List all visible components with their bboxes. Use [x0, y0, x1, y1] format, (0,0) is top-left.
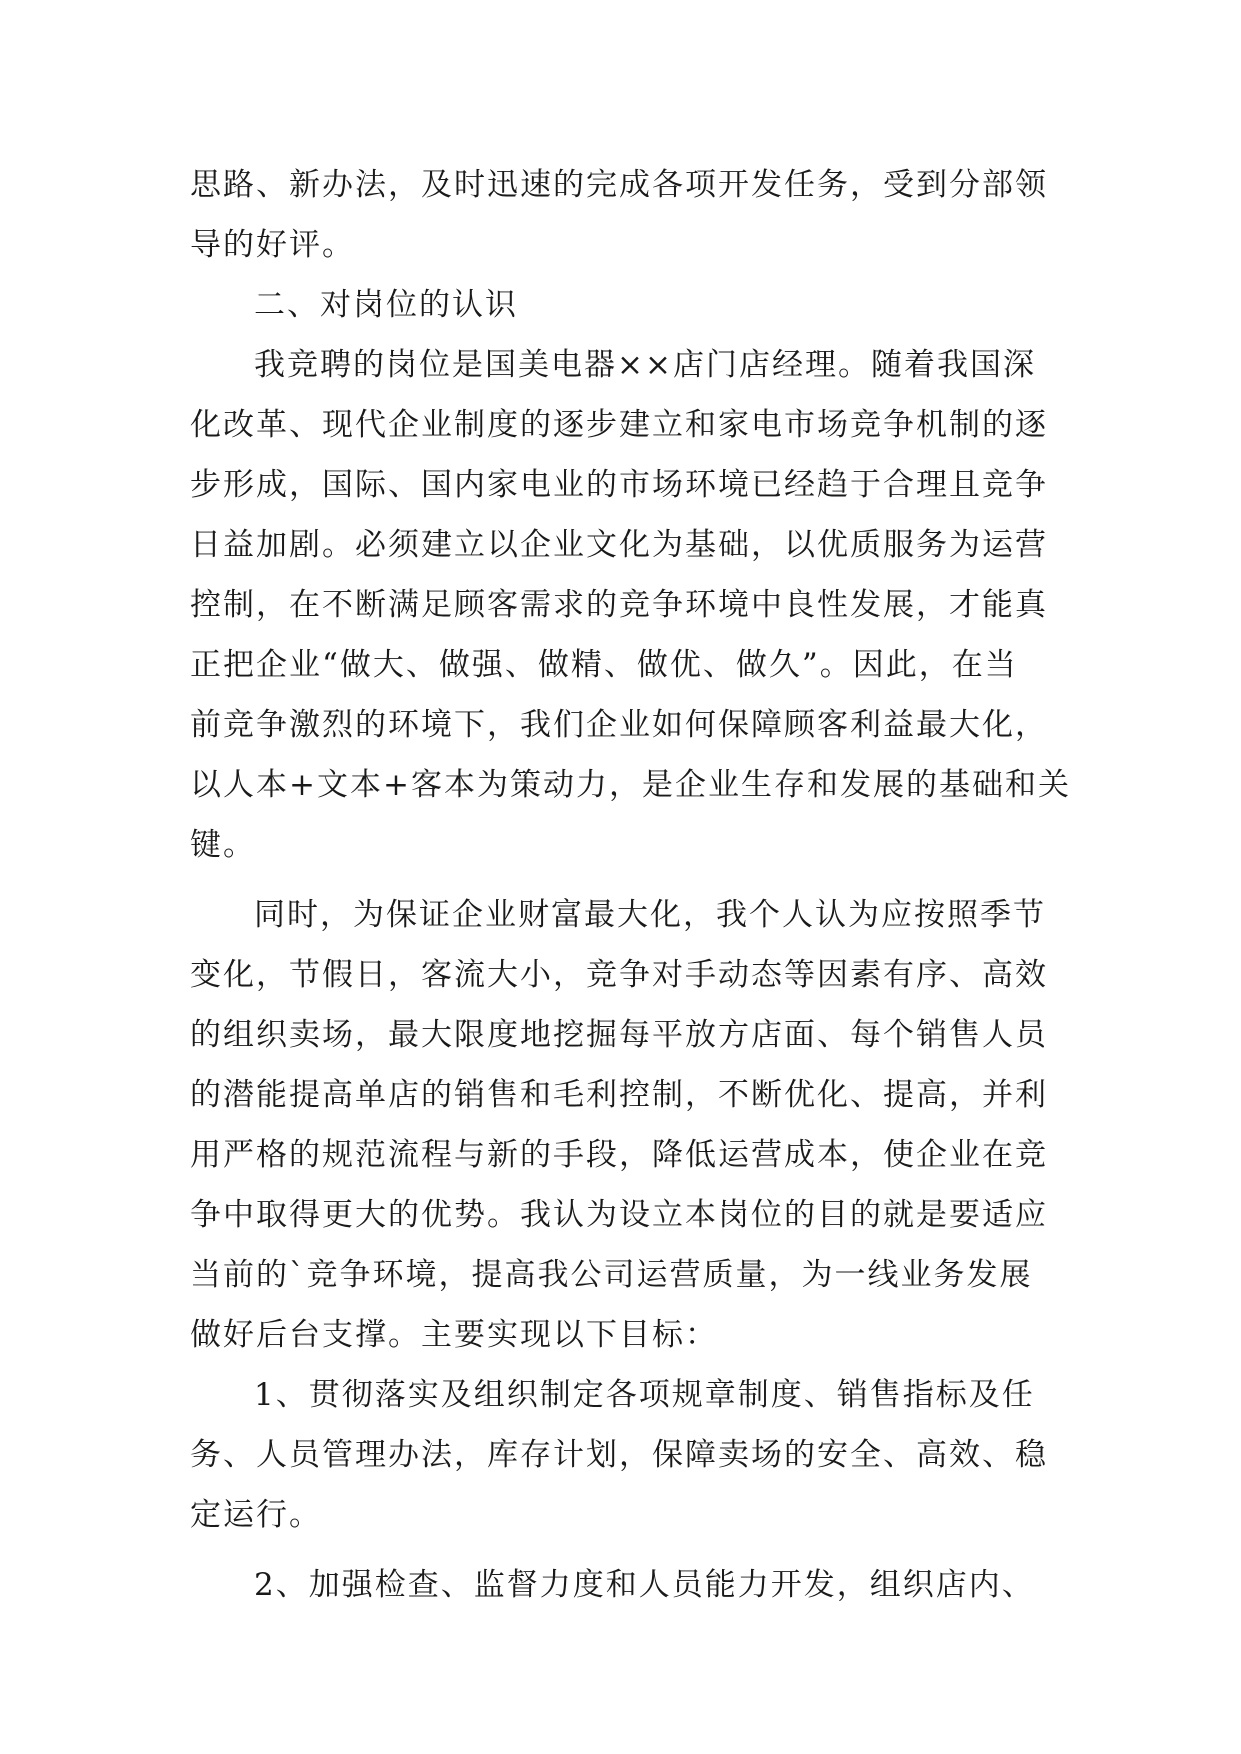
- text-line: 变化，节假日，客流大小，竞争对手动态等因素有序、高效: [190, 957, 1048, 993]
- text-line: 日益加剧。必须建立以企业文化为基础，以优质服务为运营: [190, 527, 1048, 563]
- text-line: 做好后台支撑。主要实现以下目标：: [190, 1317, 718, 1353]
- text-line: 导的好评。: [190, 227, 355, 263]
- text-line: 控制，在不断满足顾客需求的竞争环境中良性发展，才能真: [190, 587, 1048, 623]
- document-body: [190, 155, 1070, 1615]
- text-line: 前竞争激烈的环境下，我们企业如何保障顾客利益最大化，: [190, 707, 1048, 743]
- list-item: 2、加强检查、监督力度和人员能力开发，组织店内、: [254, 1567, 1035, 1603]
- text-line: 步形成，国际、国内家电业的市场环境已经趋于合理且竞争: [190, 467, 1048, 503]
- text-line: 务、人员管理办法，库存计划，保障卖场的安全、高效、稳: [190, 1437, 1048, 1473]
- text-line: 的潜能提高单店的销售和毛利控制，不断优化、提高，并利: [190, 1077, 1048, 1113]
- text-line: 的组织卖场，最大限度地挖掘每平放方店面、每个销售人员: [190, 1017, 1048, 1053]
- text-line: 同时，为保证企业财富最大化，我个人认为应按照季节: [254, 897, 1046, 933]
- section-heading: 二、对岗位的认识: [254, 287, 518, 323]
- text-line: 用严格的规范流程与新的手段，降低运营成本，使企业在竞: [190, 1137, 1048, 1173]
- text-line: 当前的`竞争环境，提高我公司运营质量，为一线业务发展: [190, 1257, 1033, 1293]
- text-line: 键。: [190, 827, 256, 863]
- text-line: 争中取得更大的优势。我认为设立本岗位的目的就是要适应: [190, 1197, 1048, 1233]
- text-line: 我竞聘的岗位是国美电器××店门店经理。随着我国深: [254, 347, 1036, 383]
- text-line: 化改革、现代企业制度的逐步建立和家电市场竞争机制的逐: [190, 407, 1048, 443]
- text-line: 正把企业“做大、做强、做精、做优、做久”。因此，在当: [190, 647, 1018, 683]
- text-line: 定运行。: [190, 1497, 322, 1533]
- text-line: 思路、新办法，及时迅速的完成各项开发任务，受到分部领: [190, 167, 1048, 203]
- text-line: 以人本+文本+客本为策动力，是企业生存和发展的基础和关: [190, 767, 1071, 803]
- list-item: 1、贯彻落实及组织制定各项规章制度、销售指标及任: [254, 1377, 1035, 1413]
